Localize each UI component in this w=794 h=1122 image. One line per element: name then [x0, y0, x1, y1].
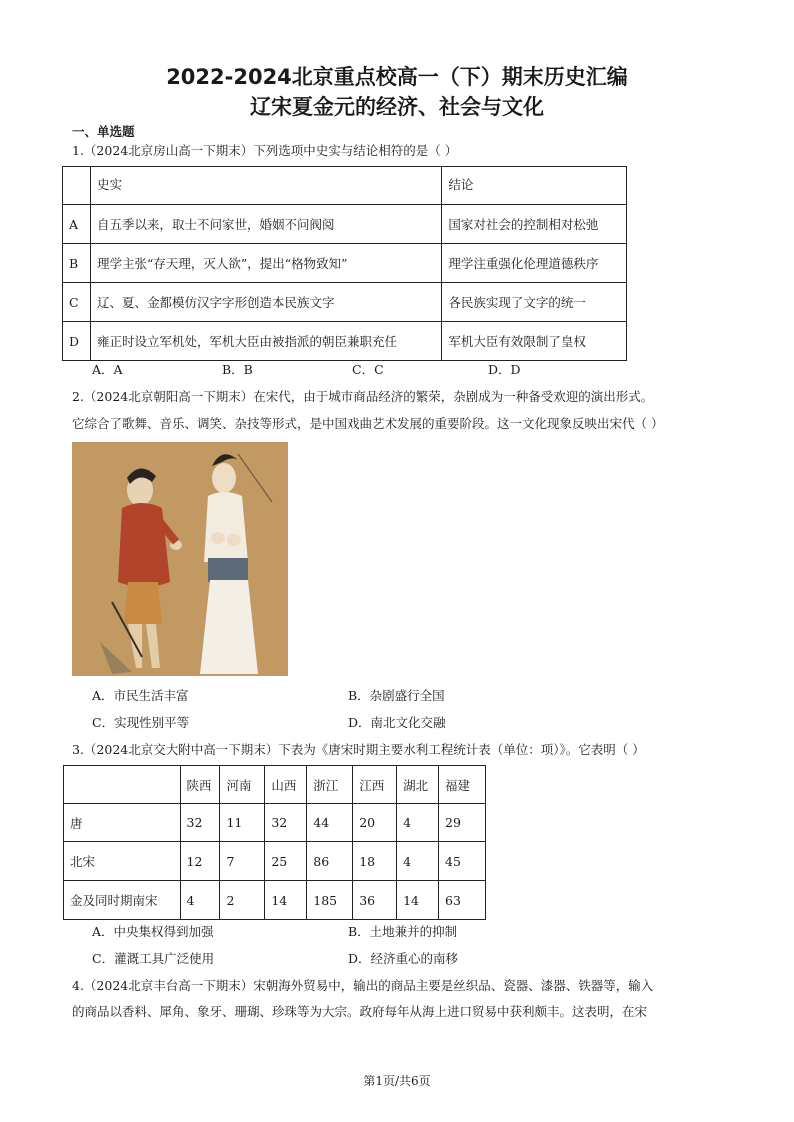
question-2-stem-line2: 它综合了歌舞、音乐、调笑、杂技等形式，是中国戏曲艺术发展的重要阶段。这一文化现象反映出宋代（ ）: [72, 416, 664, 431]
table-cell: 11: [220, 804, 265, 842]
table-cell: 45: [439, 842, 486, 881]
question-1-table: [62, 166, 627, 361]
table-cell: 4: [397, 842, 439, 881]
table-cell: 7: [220, 842, 265, 881]
table-cell: 20: [353, 804, 397, 842]
table-cell: 结论: [442, 167, 627, 205]
song-zaju-painting: [72, 442, 288, 676]
table-cell: D: [63, 322, 91, 361]
answer-option[interactable]: A．市民生活丰富: [92, 688, 189, 703]
answer-option[interactable]: C．灌溉工具广泛使用: [92, 951, 215, 966]
question-1-stem: 1.（2024北京房山高一下期末）下列选项中史实与结论相符的是（ ）: [72, 143, 458, 158]
answer-option[interactable]: D．经济重心的南移: [348, 951, 459, 966]
table-cell: 福建: [439, 766, 486, 804]
table-cell: 86: [307, 842, 353, 881]
table-cell: 金及同时期南宋: [64, 881, 181, 920]
table-cell: 河南: [220, 766, 265, 804]
answer-option[interactable]: C．实现性别平等: [92, 715, 190, 730]
table-cell: 各民族实现了文字的统一: [442, 283, 627, 322]
painting-illustration: [72, 442, 288, 676]
table-cell: 32: [180, 804, 220, 842]
table-cell: 12: [180, 842, 220, 881]
table-row: [63, 244, 627, 283]
table-cell: B: [63, 244, 91, 283]
table-cell: 14: [397, 881, 439, 920]
section-heading: 一、单选题: [72, 124, 135, 139]
table-cell: 理学主张“存天理，灭人欲”，提出“格物致知”: [90, 244, 441, 283]
answer-option[interactable]: B．B: [222, 362, 253, 377]
question-2-stem-line1: 2.（2024北京朝阳高一下期末）在宋代，由于城市商品经济的繁荣，杂剧成为一种备受欢迎的演出形式。: [72, 389, 654, 404]
answer-option[interactable]: A．A: [92, 362, 123, 377]
table-cell: 18: [353, 842, 397, 881]
table-cell: 国家对社会的控制相对松弛: [442, 205, 627, 244]
table-cell: 山西: [265, 766, 307, 804]
table-cell: 自五季以来，取士不问家世，婚姻不问阀阅: [90, 205, 441, 244]
table-cell: 陕西: [180, 766, 220, 804]
table-cell: 63: [439, 881, 486, 920]
table-cell: 14: [265, 881, 307, 920]
table-cell: [64, 766, 181, 804]
table-row: [64, 881, 486, 920]
table-cell: 唐: [64, 804, 181, 842]
table-cell: 浙江: [307, 766, 353, 804]
table-cell: 北宋: [64, 842, 181, 881]
table-cell: 185: [307, 881, 353, 920]
answer-option[interactable]: D．南北文化交融: [348, 715, 446, 730]
answer-option[interactable]: B．土地兼并的抑制: [348, 924, 458, 939]
table-cell: 29: [439, 804, 486, 842]
table-cell: 辽、夏、金都模仿汉字字形创造本民族文字: [90, 283, 441, 322]
answer-option[interactable]: A．中央集权得到加强: [92, 924, 214, 939]
table-cell: [63, 167, 91, 205]
table-cell: 军机大臣有效限制了皇权: [442, 322, 627, 361]
table-cell: 史实: [90, 167, 441, 205]
answer-option[interactable]: D．D: [488, 362, 521, 377]
table-cell: 4: [397, 804, 439, 842]
table-cell: 江西: [353, 766, 397, 804]
question-4-stem-line2: 的商品以香料、犀角、象牙、珊瑚、珍珠等为大宗。政府每年从海上进口贸易中获利颇丰。这表明，在宋: [72, 1004, 648, 1019]
table-header-row: [64, 766, 486, 804]
table-row: [64, 842, 486, 881]
table-cell: 雍正时设立军机处，军机大臣由被指派的朝臣兼职充任: [90, 322, 441, 361]
answer-option[interactable]: B．杂剧盛行全国: [348, 688, 445, 703]
page-title: 2022-2024北京重点校高一（下）期末历史汇编: [166, 65, 628, 89]
question-4-stem-line1: 4.（2024北京丰台高一下期末）宋朝海外贸易中，输出的商品主要是丝织品、瓷器、漆器、铁器等，输入: [72, 978, 654, 993]
table-cell: 44: [307, 804, 353, 842]
table-row: [63, 283, 627, 322]
table-cell: C: [63, 283, 91, 322]
answer-option[interactable]: C．C: [352, 362, 384, 377]
table-cell: 湖北: [397, 766, 439, 804]
table-cell: 36: [353, 881, 397, 920]
page-footer: 第1页/共6页: [363, 1074, 431, 1088]
table-cell: 2: [220, 881, 265, 920]
table-cell: 4: [180, 881, 220, 920]
table-row: [64, 804, 486, 842]
table-cell: A: [63, 205, 91, 244]
table-cell: 25: [265, 842, 307, 881]
table-cell: 理学注重强化伦理道德秩序: [442, 244, 627, 283]
table-row: [63, 205, 627, 244]
question-3-table: [63, 765, 486, 920]
table-row: [63, 322, 627, 361]
page-subtitle: 辽宋夏金元的经济、社会与文化: [250, 95, 544, 119]
question-3-stem: 3.（2024北京交大附中高一下期末）下表为《唐宋时期主要水利工程统计表（单位：项）》。它表明（ ）: [72, 742, 645, 757]
table-header-row: [63, 167, 627, 205]
table-cell: 32: [265, 804, 307, 842]
